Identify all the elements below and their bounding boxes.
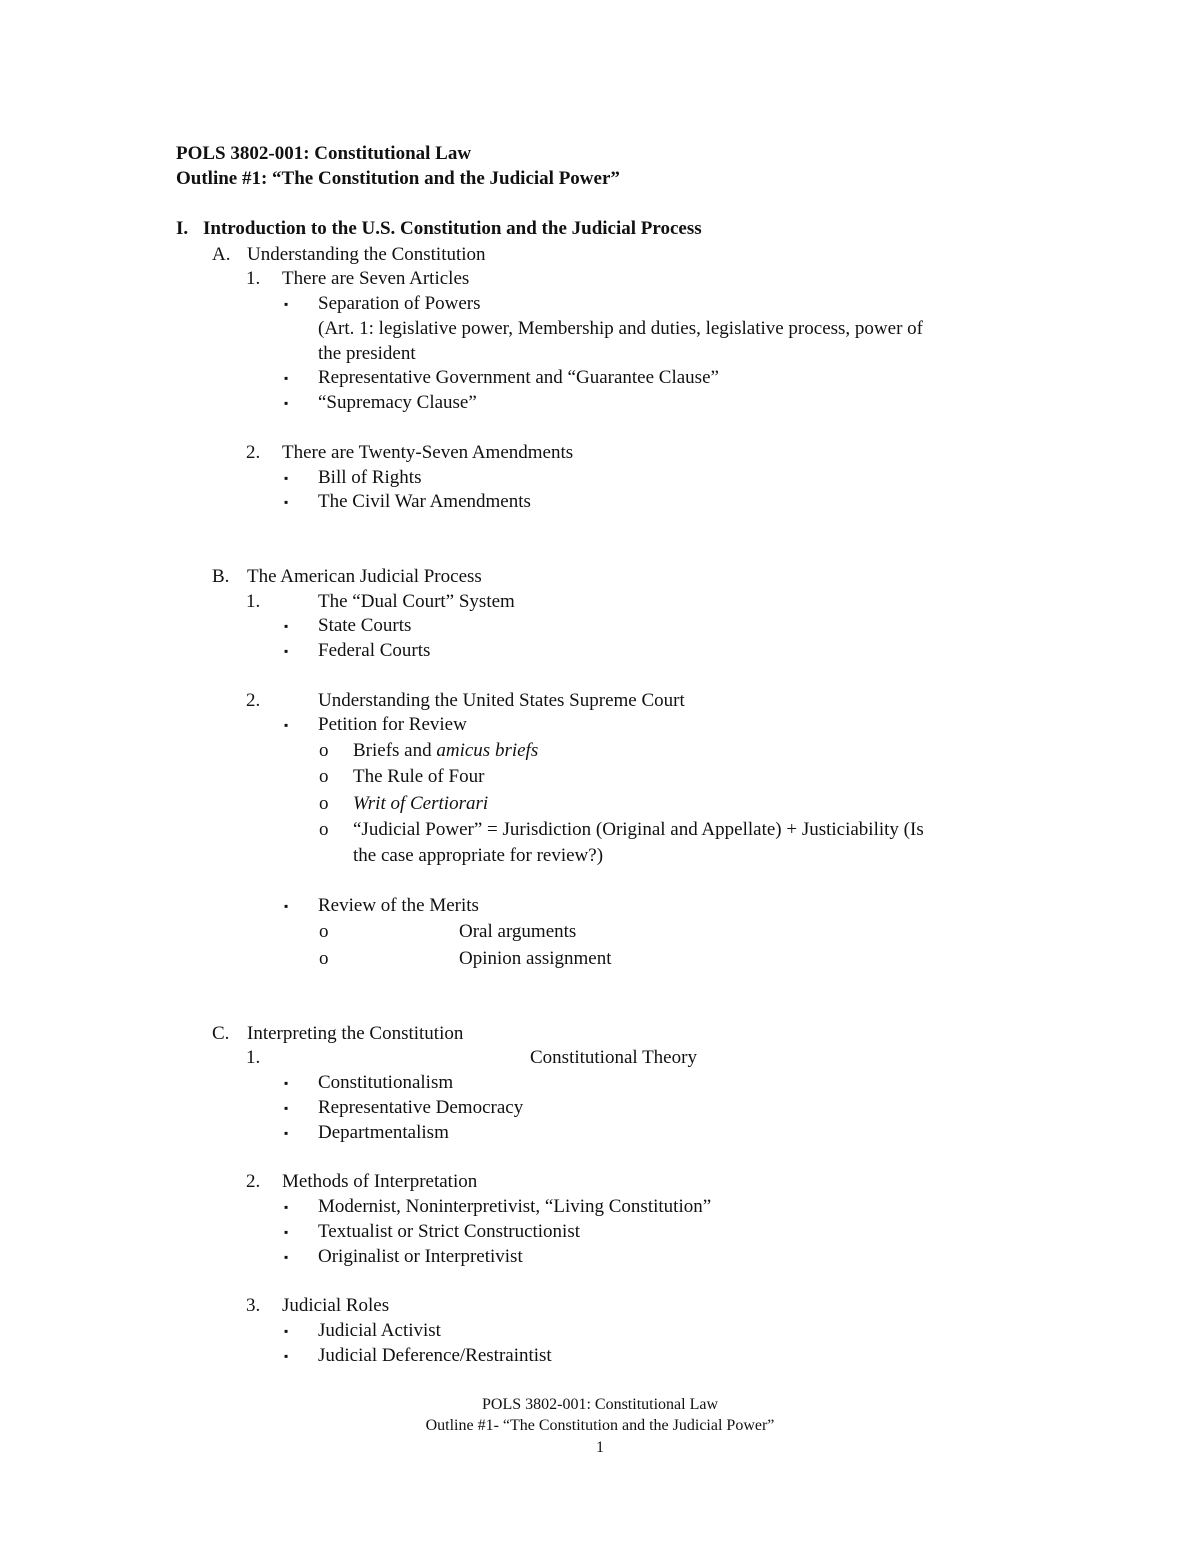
- square-bullet-icon: ▪: [284, 1101, 289, 1115]
- section-b-title: The American Judicial Process: [247, 566, 482, 587]
- b2-sub-3: Writ of Certiorari: [353, 793, 489, 814]
- c3-marker: 3.: [246, 1295, 261, 1316]
- c1-marker: 1.: [246, 1047, 261, 1068]
- square-bullet-icon: ▪: [284, 495, 289, 509]
- c2-bullet-1: Modernist, Noninterpretivist, “Living Constitution”: [318, 1196, 712, 1217]
- c3-bullet-1: Judicial Activist: [318, 1320, 441, 1341]
- a1-bullet-1-note-line1: (Art. 1: legislative power, Membership and duties, legislative process, power of: [318, 318, 923, 339]
- c3-title: Judicial Roles: [282, 1295, 390, 1316]
- square-bullet-icon: ▪: [284, 471, 289, 485]
- section-a-title: Understanding the Constitution: [247, 244, 486, 265]
- circle-bullet-icon: o: [319, 921, 329, 942]
- footer-outline: Outline #1- “The Constitution and the Judicial Power”: [425, 1417, 775, 1434]
- a1-title: There are Seven Articles: [282, 268, 470, 289]
- a1-bullet-1: Separation of Powers: [318, 293, 481, 314]
- c1-bullet-3: Departmentalism: [318, 1122, 449, 1143]
- circle-bullet-icon: o: [319, 819, 329, 840]
- square-bullet-icon: ▪: [284, 1250, 289, 1264]
- circle-bullet-icon: o: [319, 740, 329, 761]
- a2-title: There are Twenty-Seven Amendments: [282, 442, 574, 463]
- c2-title: Methods of Interpretation: [282, 1171, 478, 1192]
- b1-marker: 1.: [246, 591, 261, 612]
- square-bullet-icon: ▪: [284, 297, 289, 311]
- section-c-title: Interpreting the Constitution: [247, 1023, 464, 1044]
- c1-bullet-1: Constitutionalism: [318, 1072, 454, 1093]
- b2-sub-1-plain: Briefs and: [353, 740, 437, 761]
- square-bullet-icon: ▪: [284, 1349, 289, 1363]
- a2-bullet-1: Bill of Rights: [318, 467, 422, 488]
- b2-sub-4-line2: the case appropriate for review?): [353, 845, 604, 866]
- b2-title: Understanding the United States Supreme Court: [318, 690, 685, 711]
- b1-title: The “Dual Court” System: [318, 591, 515, 612]
- b2-bullet-2: Review of the Merits: [318, 895, 479, 916]
- b2-sub-5: Oral arguments: [459, 921, 577, 942]
- outline-title: Outline #1: “The Constitution and the Judicial Power”: [176, 168, 620, 189]
- c1-bullet-2: Representative Democracy: [318, 1097, 524, 1118]
- circle-bullet-icon: o: [319, 793, 329, 814]
- square-bullet-icon: ▪: [284, 644, 289, 658]
- c3-bullet-2: Judicial Deference/Restraintist: [318, 1345, 552, 1366]
- page-number: 1: [596, 1439, 604, 1456]
- c2-bullet-2: Textualist or Strict Constructionist: [318, 1221, 581, 1242]
- square-bullet-icon: ▪: [284, 1225, 289, 1239]
- footer-course: POLS 3802-001: Constitutional Law: [482, 1396, 718, 1413]
- a1-bullet-1-note-line2: the president: [318, 343, 416, 364]
- square-bullet-icon: ▪: [284, 619, 289, 633]
- square-bullet-icon: ▪: [284, 718, 289, 732]
- b2-sub-4-line1: “Judicial Power” = Jurisdiction (Original and Appellate) + Justiciability (Is: [353, 819, 924, 840]
- a1-marker: 1.: [246, 268, 261, 289]
- b2-sub-6: Opinion assignment: [459, 948, 612, 969]
- section-b-marker: B.: [212, 566, 230, 587]
- circle-bullet-icon: o: [319, 766, 329, 787]
- square-bullet-icon: ▪: [284, 371, 289, 385]
- b1-bullet-2: Federal Courts: [318, 640, 431, 661]
- b2-marker: 2.: [246, 690, 261, 711]
- a2-bullet-2: The Civil War Amendments: [318, 491, 531, 512]
- c2-bullet-3: Originalist or Interpretivist: [318, 1246, 523, 1267]
- square-bullet-icon: ▪: [284, 899, 289, 913]
- section-c-marker: C.: [212, 1023, 230, 1044]
- a2-marker: 2.: [246, 442, 261, 463]
- a1-bullet-2: Representative Government and “Guarantee Clause”: [318, 367, 719, 388]
- c1-title: Constitutional Theory: [530, 1047, 697, 1068]
- a1-bullet-3: “Supremacy Clause”: [318, 392, 477, 413]
- section-i-title: Introduction to the U.S. Constitution and the Judicial Process: [203, 218, 702, 239]
- b2-bullet-1: Petition for Review: [318, 714, 467, 735]
- section-i-marker: I.: [176, 218, 189, 239]
- b2-sub-1-italic: amicus briefs: [436, 740, 539, 761]
- square-bullet-icon: ▪: [284, 396, 289, 410]
- course-title: POLS 3802-001: Constitutional Law: [176, 143, 472, 164]
- c2-marker: 2.: [246, 1171, 261, 1192]
- circle-bullet-icon: o: [319, 948, 329, 969]
- section-a-marker: A.: [212, 244, 231, 265]
- square-bullet-icon: ▪: [284, 1126, 289, 1140]
- square-bullet-icon: ▪: [284, 1324, 289, 1338]
- b2-sub-2: The Rule of Four: [353, 766, 485, 787]
- b1-bullet-1: State Courts: [318, 615, 412, 636]
- square-bullet-icon: ▪: [284, 1076, 289, 1090]
- square-bullet-icon: ▪: [284, 1200, 289, 1214]
- b2-sub-1: [353, 739, 538, 763]
